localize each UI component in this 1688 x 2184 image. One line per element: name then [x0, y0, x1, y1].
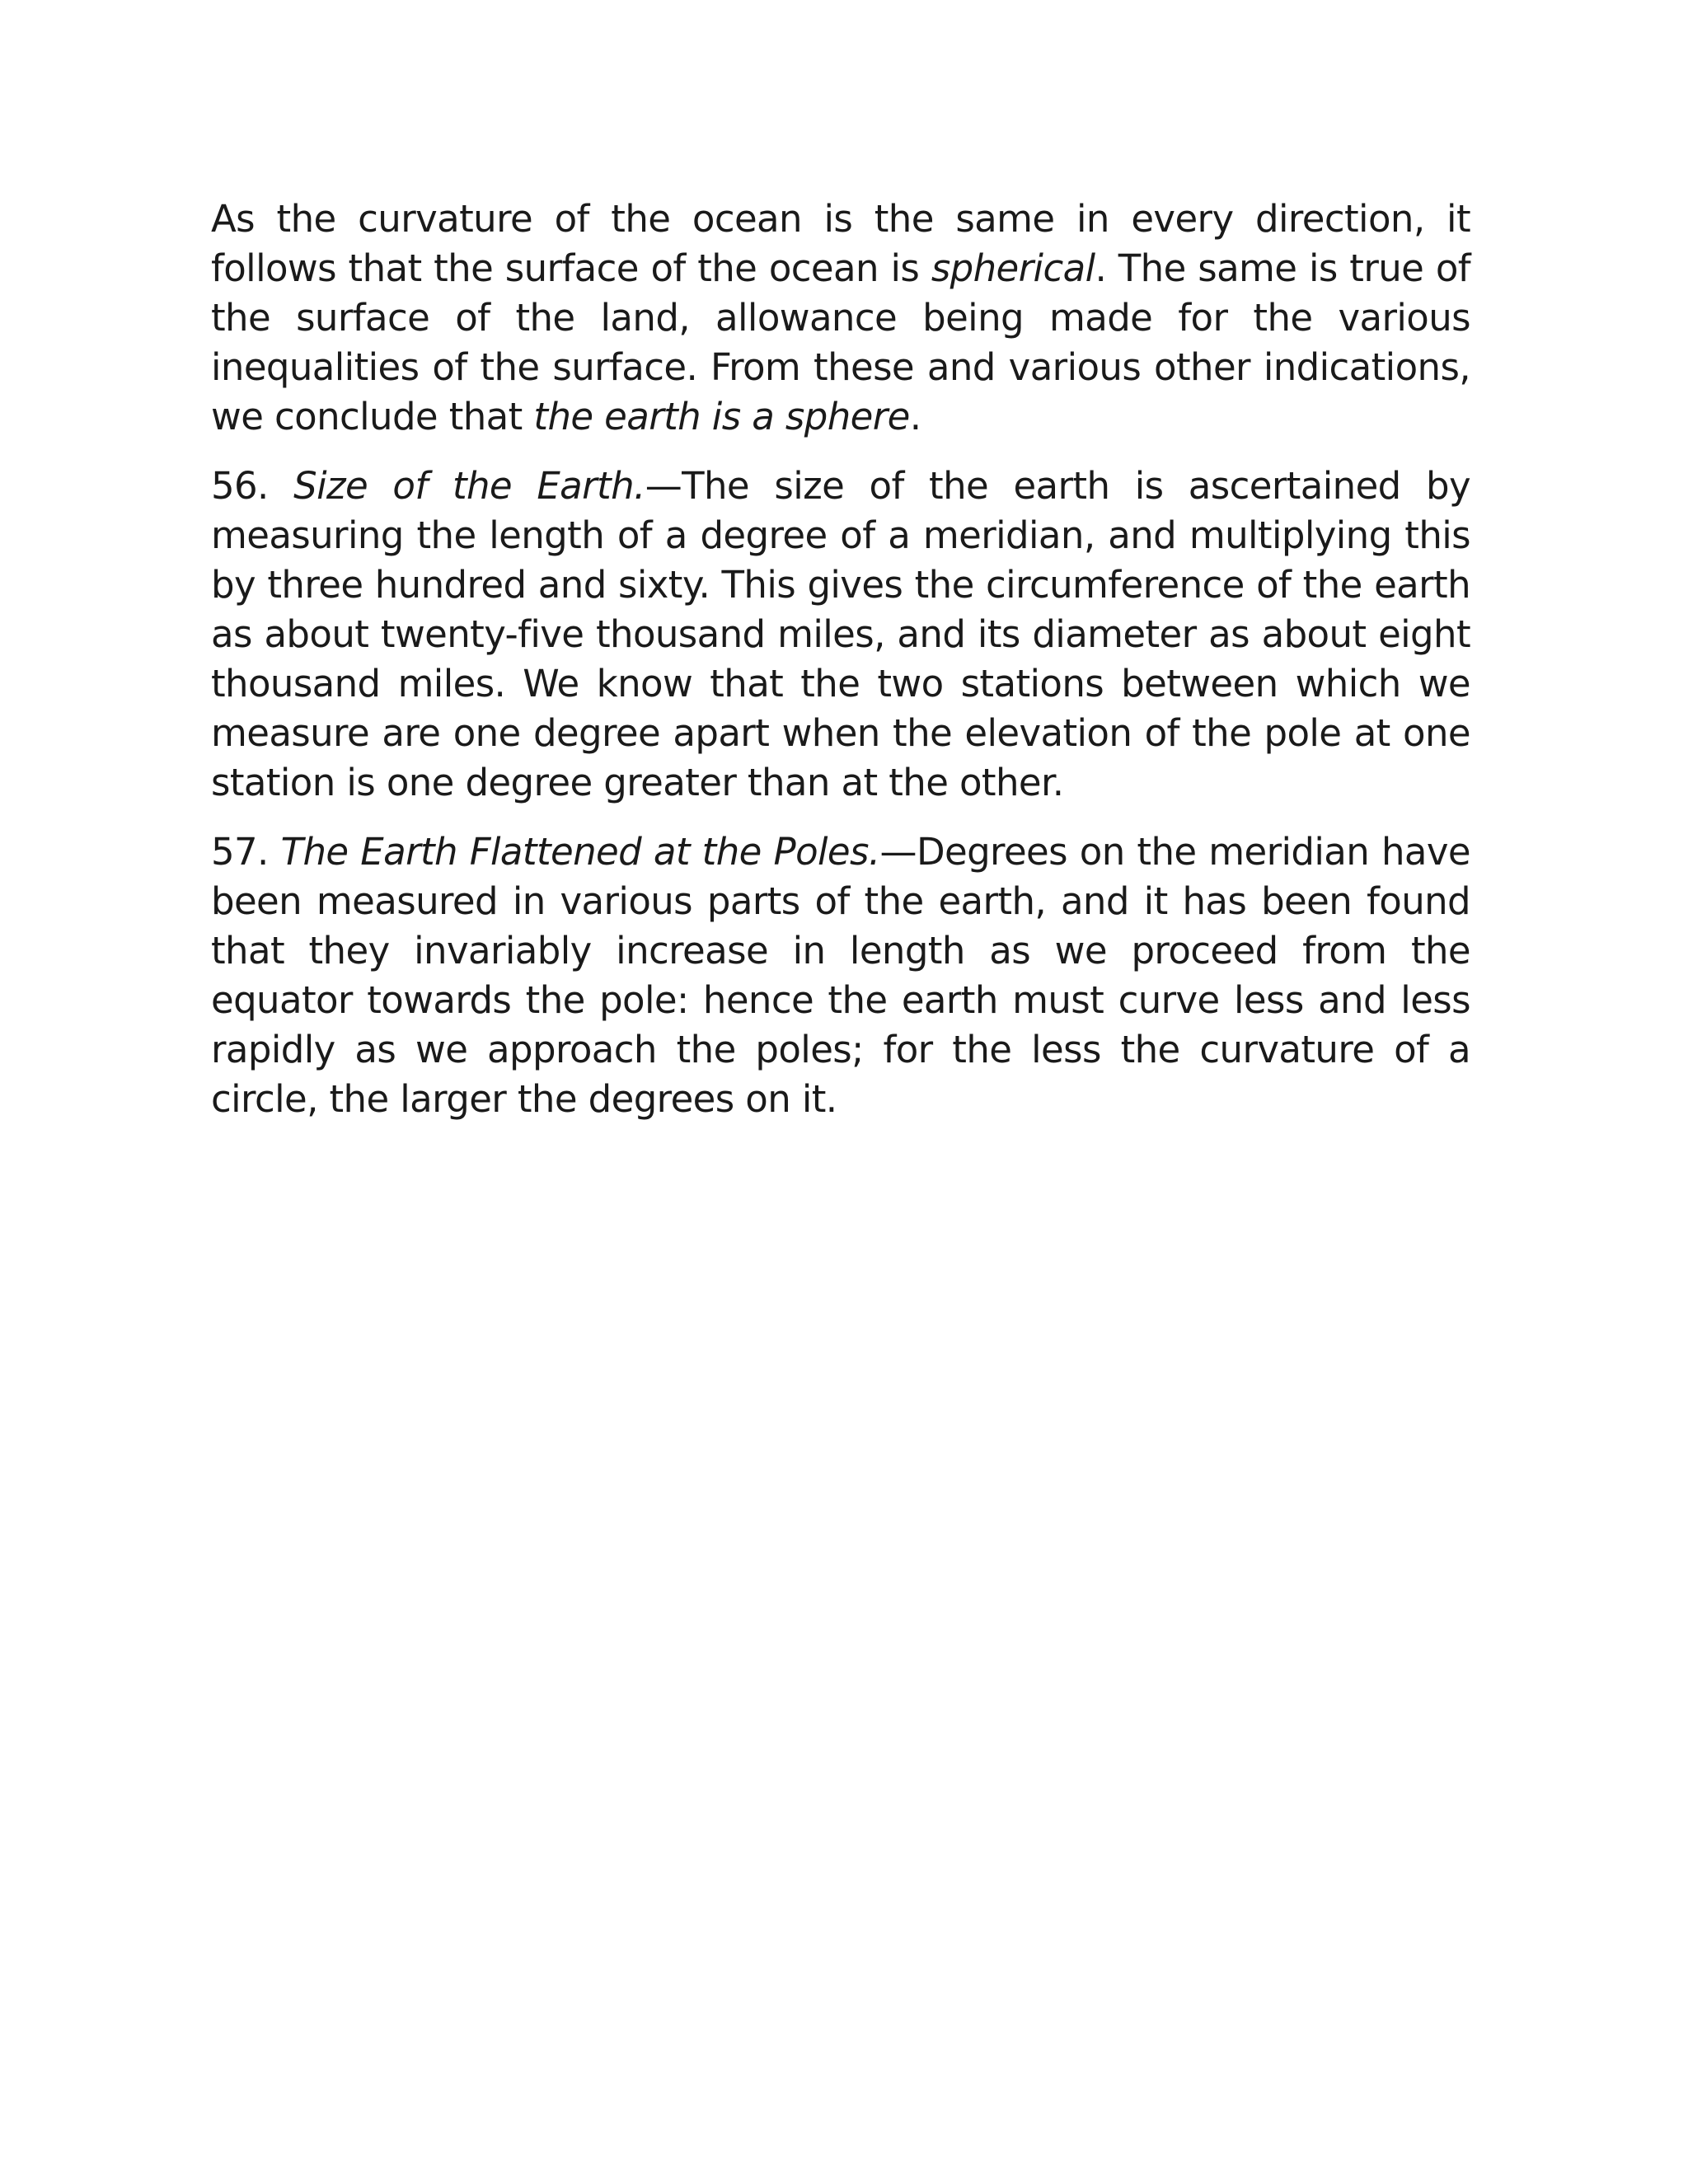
section-number: 56. [211, 464, 294, 508]
text-run: . The same is true of the surface of the land, allowance being made for the various inequalities of the surface. From these and various other indications, we conclude that [211, 246, 1471, 438]
italic-conclusion: the earth is a sphere [533, 395, 910, 438]
document-page [211, 194, 1470, 1144]
section-text: —The size of the earth is ascertained by measuring the length of a degree of a meridian, and multiplying this by three hundred and sixty. This gives the circumference of the earth as about twenty-five thousand miles, and its diameter as about eight thousand miles. We know that the two stations between which we measure are one degree apart when the elevation of the pole at one station is one degree greater than at the other. [211, 464, 1470, 804]
section-heading: The Earth Flattened at the Poles. [280, 830, 880, 874]
text-run: As the curvature of the ocean is the same in every direction, it follows that the surface of the ocean is [211, 197, 1470, 290]
section-text: —Degrees on the meridian have been measured in various parts of the earth, and it has been found that they invariably increase in length as we proceed from the equator towards the pole: hence the earth must curve less and less rapidly as we approach the poles; for the less the curvature of a circle, the larger the degrees on it. [211, 830, 1470, 1121]
paragraph-sphere [211, 194, 1470, 442]
text-run: . [909, 395, 921, 438]
paragraph-57 [211, 827, 1470, 1124]
section-number: 57. [211, 830, 281, 874]
italic-term: spherical [931, 246, 1095, 290]
section-heading: Size of the Earth. [293, 464, 645, 508]
paragraph-56 [211, 462, 1470, 808]
